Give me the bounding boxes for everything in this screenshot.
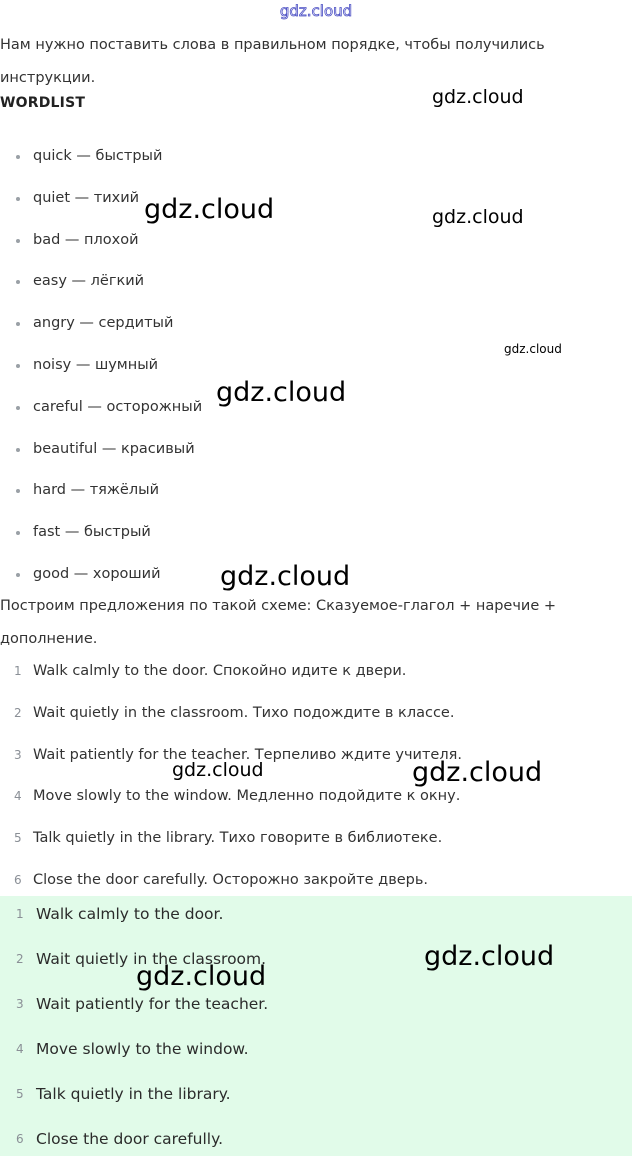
bullet-icon <box>16 406 20 410</box>
wordlist-item: bad — плохой <box>0 220 202 262</box>
item-number: 5 <box>14 831 22 846</box>
answer-text: Wait patiently for the teacher. <box>36 995 269 1013</box>
bullet-icon <box>16 531 20 535</box>
wordlist-item: careful — осторожный <box>0 387 202 429</box>
answer-item <box>0 1027 268 1072</box>
sentence-item <box>0 776 462 818</box>
watermark: gdz.cloud <box>504 342 562 356</box>
answer-item <box>0 1072 268 1117</box>
item-number: 1 <box>14 664 22 678</box>
intro-text: Нам нужно поставить слова в правильном порядке, чтобы получились инструкции. <box>0 37 545 86</box>
sentence-text: Close the door carefully. Осторожно закройте дверь. <box>33 871 429 888</box>
wordlist-item: quick — быстрый <box>0 136 202 178</box>
answer-text: Walk calmly to the door. <box>36 905 224 923</box>
item-number: 6 <box>14 872 22 887</box>
wordlist-item: fast — быстрый <box>0 512 202 554</box>
wordlist-item: angry — сердитый <box>0 303 202 345</box>
answer-item <box>0 1117 268 1162</box>
item-number: 1 <box>16 907 24 921</box>
wordlist-heading: WORDLIST <box>0 95 86 111</box>
answer-text: Close the door carefully. <box>36 1130 223 1148</box>
bullet-icon <box>16 280 20 284</box>
sentence-text: Walk calmly to the door. Спокойно идите к двери. <box>33 663 407 679</box>
watermark: gdz.cloud <box>172 759 264 781</box>
item-number: 6 <box>16 1132 24 1146</box>
sentence-item <box>0 651 462 693</box>
bullet-icon <box>16 155 20 159</box>
bullet-icon <box>16 364 20 368</box>
bullet-icon <box>16 239 20 243</box>
site-logo[interactable]: gdz.cloud <box>279 2 353 20</box>
watermark: gdz.cloud <box>424 941 555 972</box>
item-number: 3 <box>16 997 24 1011</box>
item-number: 2 <box>14 705 22 720</box>
watermark: gdz.cloud <box>220 561 351 592</box>
watermark: gdz.cloud <box>432 206 524 228</box>
scheme-text: Построим предложения по такой схеме: Сказуемое-глагол + наречие + дополнение. <box>0 598 557 647</box>
bullet-icon <box>16 489 20 493</box>
sentence-text: Wait patiently for the teacher. Терпеливо ждите учителя. <box>33 746 462 763</box>
watermark: gdz.cloud <box>144 194 275 225</box>
bullet-icon <box>16 448 20 452</box>
item-number: 4 <box>16 1042 24 1056</box>
sentence-text: Talk quietly in the library. Тихо говорите в библиотеке. <box>33 830 443 847</box>
item-number: 3 <box>14 747 22 762</box>
bullet-icon <box>16 197 20 201</box>
watermark: gdz.cloud <box>136 961 267 992</box>
answer-text: Talk quietly in the library. <box>36 1085 231 1103</box>
answer-text: Wait quietly in the classroom. <box>36 950 267 968</box>
wordlist-item: beautiful — красивый <box>0 429 202 471</box>
wordlist-item: noisy — шумный <box>0 345 202 387</box>
wordlist-item: quiet — тихий <box>0 178 202 220</box>
watermark: gdz.cloud <box>432 86 524 108</box>
answer-list <box>0 892 268 1162</box>
sentence-item <box>0 693 462 735</box>
watermark: gdz.cloud <box>216 377 347 408</box>
answer-item <box>0 892 268 937</box>
bullet-icon <box>16 322 20 326</box>
sentence-text: Wait quietly in the classroom. Тихо подождите в классе. <box>33 704 455 721</box>
item-number: 2 <box>16 952 24 966</box>
sentence-item <box>0 818 462 860</box>
sentence-text: Move slowly to the window. Медленно подойдите к окну. <box>33 788 461 805</box>
item-number: 5 <box>16 1087 24 1101</box>
wordlist-item: hard — тяжёлый <box>0 470 202 512</box>
wordlist-item: easy — лёгкий <box>0 261 202 303</box>
watermark: gdz.cloud <box>412 757 543 788</box>
item-number: 4 <box>14 789 22 804</box>
bullet-icon <box>16 573 20 577</box>
answer-text: Move slowly to the window. <box>36 1040 249 1058</box>
wordlist-item: good — хороший <box>0 554 202 596</box>
